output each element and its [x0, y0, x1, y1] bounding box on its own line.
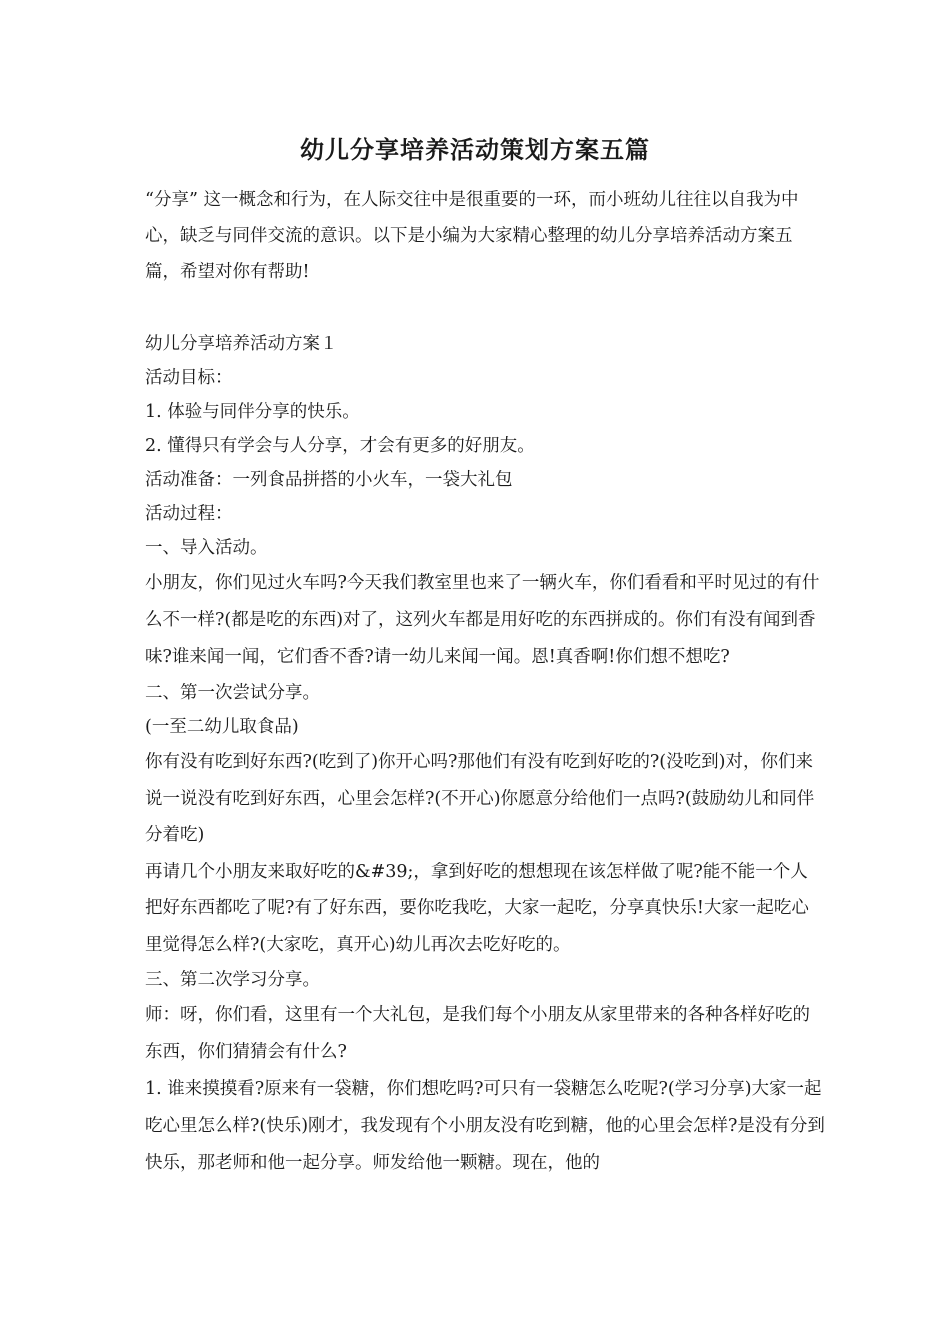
section-heading: 幼儿分享培养活动方案１: [145, 334, 338, 354]
goal-item-2: 2. 懂得只有学会与人分享，才会有更多的好朋友。: [145, 436, 535, 456]
step-1-paragraph: 小朋友，你们见过火车吗?今天我们教室里也来了一辆火车，你们看看和平时见过的有什么不一样?(都是吃的东西)对了，这列火车都是用好吃的东西拼成的。你们有没有闻到香味?谁来闻一闻，它们香不香?请一幼儿来闻一闻。恩!真香啊!你们想不想吃?: [145, 573, 820, 667]
document-title: 幼儿分享培养活动策划方案五篇: [300, 135, 650, 164]
step-2-note: (一至二幼儿取食品): [145, 717, 299, 737]
step-3-heading: 三、第二次学习分享。: [145, 970, 320, 990]
step-3-paragraph: 师：呀，你们看，这里有一个大礼包，是我们每个小朋友从家里带来的各种各样好吃的东西，你们猜猜会有什么?: [145, 1005, 810, 1062]
goals-label: 活动目标：: [145, 368, 233, 388]
step-2-heading: 二、第一次尝试分享。: [145, 683, 320, 703]
process-label: 活动过程：: [145, 504, 233, 524]
intro-paragraph: “分享” 这一概念和行为，在人际交往中是很重要的一环，而小班幼儿往往以自我为中心，缺乏与同伴交流的意识。以下是小编为大家精心整理的幼儿分享培养活动方案五篇，希望对你有帮助!: [145, 190, 799, 282]
step-1-heading: 一、导入活动。: [145, 538, 268, 558]
section-1: [145, 327, 825, 1182]
preparation-line: 活动准备：一列食品拼搭的小火车，一袋大礼包: [145, 470, 513, 490]
step-3-item-1: 1. 谁来摸摸看?原来有一袋糖，你们想吃吗?可只有一袋糖怎么吃呢?(学习分享)大家一起吃心里怎么样?(快乐)刚才，我发现有个小朋友没有吃到糖，他的心里会怎样?是没有分到快乐，那老师和他一起分享。师发给他一颗糖。现在，他的: [145, 1079, 825, 1173]
goal-item-1: 1. 体验与同伴分享的快乐。: [145, 402, 360, 422]
step-2-paragraph-b: 再请几个小朋友来取好吃的&#39;，拿到好吃的想想现在该怎样做了呢?能不能一个人把好东西都吃了呢?有了好东西，要你吃我吃，大家一起吃，分享真快乐!大家一起吃心里觉得怎么样?(大家吃，真开心)幼儿再次去吃好吃的。: [145, 861, 809, 955]
step-2-paragraph-a: 你有没有吃到好东西?(吃到了)你开心吗?那他们有没有吃到好吃的?(没吃到)对，你们来说一说没有吃到好东西，心里会怎样?(不开心)你愿意分给他们一点吗?(鼓励幼儿和同伴分着吃): [145, 752, 815, 845]
